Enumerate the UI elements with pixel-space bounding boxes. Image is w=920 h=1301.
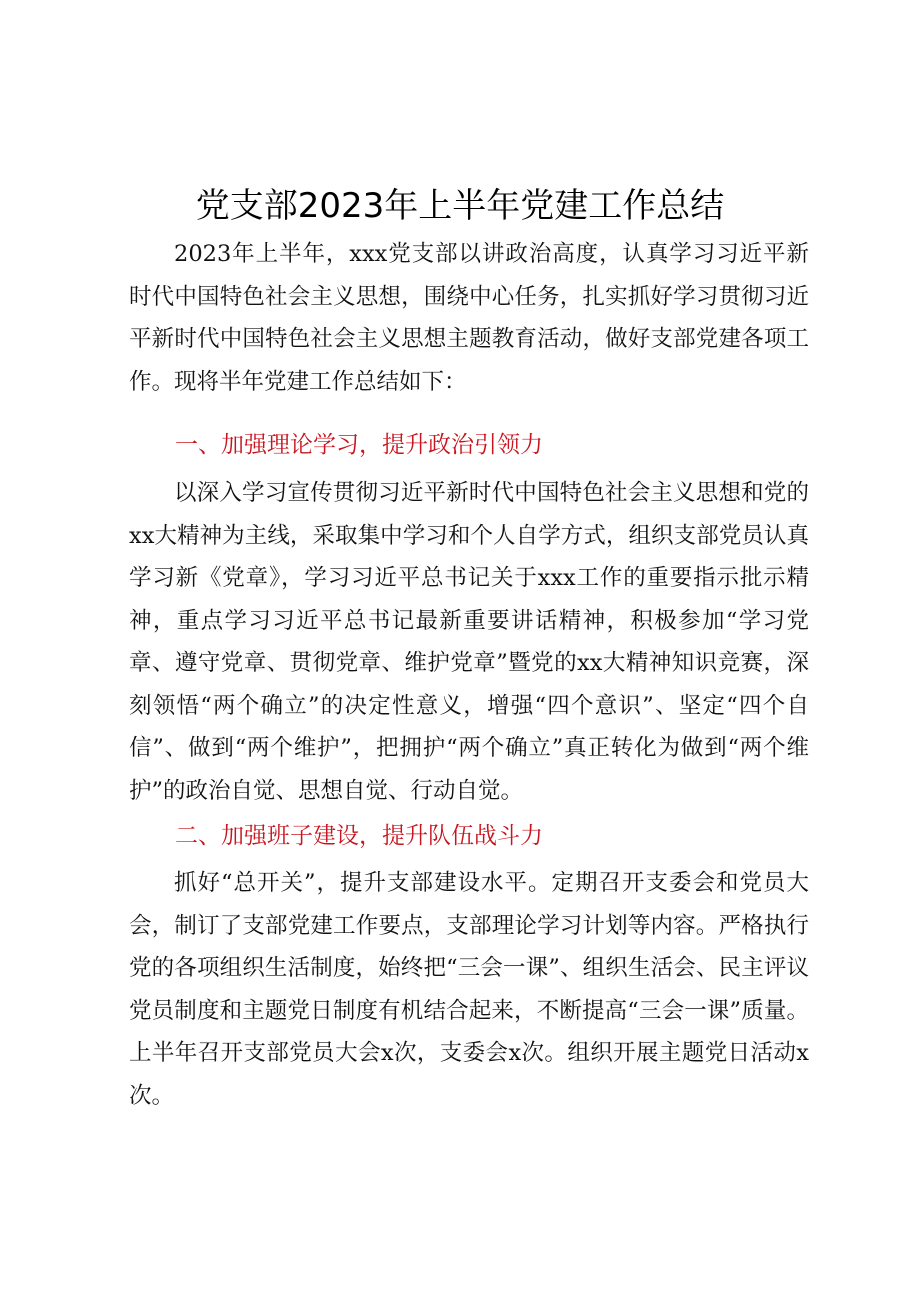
section-paragraph-1: 以深入学习宣传贯彻习近平新时代中国特色社会主义思想和党的xx大精神为主线，采取集中学习和个人自学方式，组织支部党员认真学习新《党章》，学习习近平总书记关于xxx工作的重要指示批示精神，重点学习习近平总书记最新重要讲话精神，积极参加“学习党章、遵守党章、贯彻党章、维护党章”暨党的xx大精神知识竞赛，深刻领悟“两个确立”的决定性意义，增强“四个意识”、坚定“四个自信”、做到“两个维护”，把拥护“两个确立”真正转化为做到“两个维护”的政治自觉、思想自觉、行动自觉。 <box>129 480 809 804</box>
intro-paragraph: 2023年上半年，xxx党支部以讲政治高度，认真学习习近平新时代中国特色社会主义思想，围绕中心任务，扎实抓好学习贯彻习近平新时代中国特色社会主义思想主题教育活动，做好支部党建各项工作。现将半年党建工作总结如下： <box>129 241 809 395</box>
section-heading-2: 二、加强班子建设，提升队伍战斗力 <box>175 823 543 849</box>
section-heading-1: 一、加强理论学习，提升政治引领力 <box>175 432 543 458</box>
section-paragraph-2: 抓好“总开关”，提升支部建设水平。定期召开支委会和党员大会，制订了支部党建工作要点，支部理论学习计划等内容。严格执行党的各项组织生活制度，始终把“三会一课”、组织生活会、民主评议党员制度和主题党日制度有机结合起来，不断提高“三会一课”质量。上半年召开支部党员大会x次，支委会x次。组织开展主题党日活动x次。 <box>129 870 809 1109</box>
document-title: 党支部2023年上半年党建工作总结 <box>195 186 725 226</box>
